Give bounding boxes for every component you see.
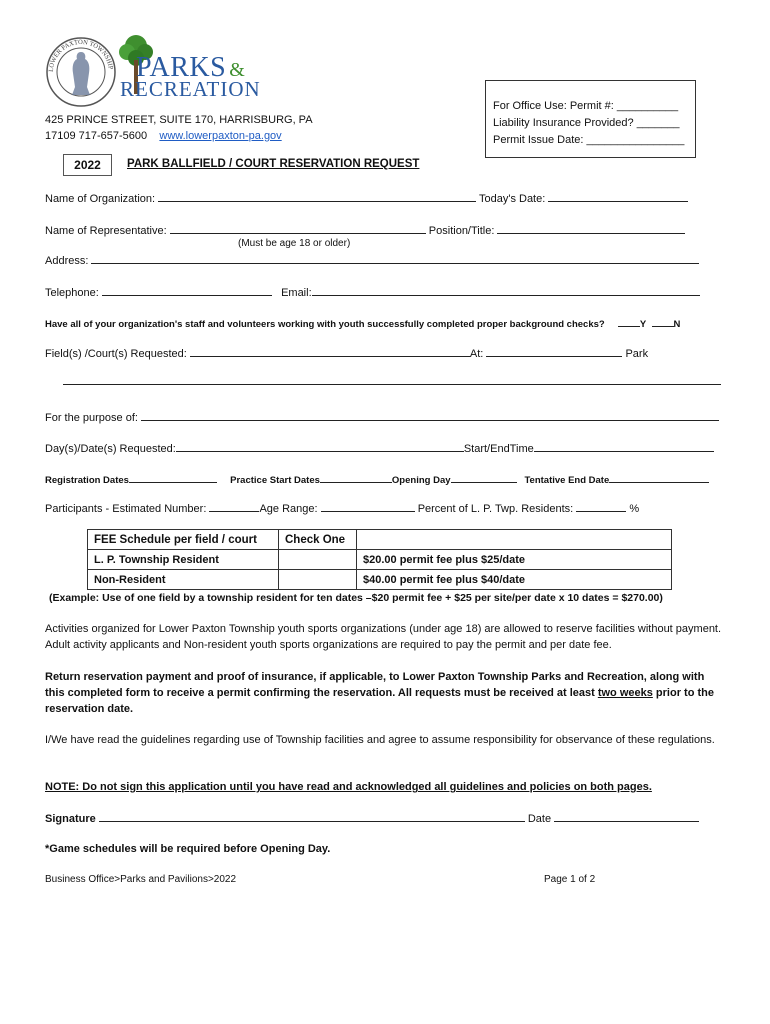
fee-schedule-table xyxy=(87,529,672,590)
footer-path: Business Office>Parks and Pavilions>2022 xyxy=(45,874,237,885)
page-number: Page 1 of 2 xyxy=(544,874,596,885)
tentative-field[interactable] xyxy=(609,471,709,483)
insurance-provided: Liability Insurance Provided? _______ xyxy=(493,117,680,129)
fields-requested-row: Field(s) /Court(s) Requested: At: Park xyxy=(45,345,648,360)
age-note: (Must be age 18 or older) xyxy=(238,238,351,249)
schedule-row: Registration Dates Practice Start Dates Opening Day Tentative End Date xyxy=(45,471,709,486)
fee-table-header xyxy=(88,530,672,550)
todays-date-field[interactable] xyxy=(548,190,688,202)
office-use-box xyxy=(485,80,696,158)
township-seal-logo xyxy=(45,36,117,108)
days-field[interactable] xyxy=(176,440,464,452)
fee-header-check: Check One xyxy=(279,530,357,550)
purpose-row: For the purpose of: xyxy=(45,409,719,424)
game-schedule-note: *Game schedules will be required before Opening Day. xyxy=(45,843,331,855)
background-check-row: Have all of your organization's staff and volunteers working with youth successfully completed proper background checks? Y N xyxy=(45,315,680,330)
signature-row: Signature Date xyxy=(45,810,699,825)
opening-field[interactable] xyxy=(451,471,517,483)
year-box: 2022 xyxy=(63,154,112,176)
age-range-field[interactable] xyxy=(321,500,415,512)
practice-field[interactable] xyxy=(320,471,392,483)
start-end-field[interactable] xyxy=(534,440,714,452)
sign-note: NOTE: Do not sign this application until you have read and acknowledged all guidelines and policies on both pages. xyxy=(45,781,652,793)
representative-field[interactable] xyxy=(170,222,426,234)
fee-example: (Example: Use of one field by a township resident for ten dates –$20 permit fee + $25 per site/per date x 10 dates = $270.00) xyxy=(49,592,663,604)
logo-recreation: RECREATION xyxy=(120,77,261,101)
fields-extra-line[interactable] xyxy=(63,373,721,385)
permit-issue-date: Permit Issue Date: ________________ xyxy=(493,134,685,146)
fee-nonresident-check[interactable] xyxy=(279,570,357,590)
fee-nonresident-amount: $40.00 permit fee plus $40/date xyxy=(357,570,672,590)
fee-nonresident-label: Non-Resident xyxy=(88,570,279,590)
fields-requested-field[interactable] xyxy=(190,345,470,357)
signature-field[interactable] xyxy=(99,810,525,822)
purpose-field[interactable] xyxy=(141,409,719,421)
table-row xyxy=(88,570,672,590)
website-link[interactable]: www.lowerpaxton-pa.gov xyxy=(159,130,282,142)
organization-field[interactable] xyxy=(158,190,476,202)
table-row xyxy=(88,550,672,570)
participants-row: Participants - Estimated Number: Age Range: Percent of L. P. Twp. Residents: % xyxy=(45,500,639,515)
position-field[interactable] xyxy=(497,222,685,234)
address-row: Address: xyxy=(45,252,699,267)
fee-resident-amount: $20.00 permit fee plus $25/date xyxy=(357,550,672,570)
contact-row: Telephone: Email: xyxy=(45,284,700,299)
representative-row: Name of Representative: Position/Title: xyxy=(45,222,685,237)
fee-resident-check[interactable] xyxy=(279,550,357,570)
address-field[interactable] xyxy=(91,252,699,264)
telephone-field[interactable] xyxy=(102,284,272,296)
agreement-paragraph: I/We have read the guidelines regarding use of Township facilities and agree to assume responsibility for observance of these regulations. xyxy=(45,734,715,746)
form-title: PARK BALLFIELD / COURT RESERVATION REQUEST xyxy=(127,158,420,170)
at-park-field[interactable] xyxy=(486,345,622,357)
signature-date-field[interactable] xyxy=(554,810,699,822)
organization-row: Name of Organization: Today's Date: xyxy=(45,190,688,205)
address-line1: 425 PRINCE STREET, SUITE 170, HARRISBURG, PA xyxy=(45,114,313,126)
return-paragraph: Return reservation payment and proof of insurance, if applicable, to Lower Paxton Township Parks and Recreation, along with this completed form to receive a permit confirming the reservation. All requests must be received at least two weeks prior to the reservation date. xyxy=(45,671,714,715)
participants-field[interactable] xyxy=(209,500,259,512)
permit-number: For Office Use: Permit #: __________ xyxy=(493,100,679,112)
seal-text: LOWER PAXTON TOWNSHIP xyxy=(47,38,114,73)
days-row: Day(s)/Date(s) Requested: Start/EndTime xyxy=(45,440,714,455)
email-field[interactable] xyxy=(312,284,700,296)
fee-header-blank xyxy=(357,530,672,550)
fee-resident-label: L. P. Township Resident xyxy=(88,550,279,570)
registration-field[interactable] xyxy=(129,471,217,483)
fee-header-schedule: FEE Schedule per field / court xyxy=(88,530,279,550)
background-no-field[interactable] xyxy=(652,315,674,327)
address-line2: 17109 717-657-5600 www.lowerpaxton-pa.gov xyxy=(45,130,282,142)
logo-parks: PARKS & xyxy=(136,52,246,83)
activities-paragraph: Activities organized for Lower Paxton Township youth sports organizations (under age 18) are allowed to reserve facilities without payment. Adult activity applicants and Non-resident youth sports organizations are required to pay the permit and per date fee. xyxy=(45,623,722,651)
background-yes-field[interactable] xyxy=(618,315,640,327)
percent-field[interactable] xyxy=(576,500,626,512)
